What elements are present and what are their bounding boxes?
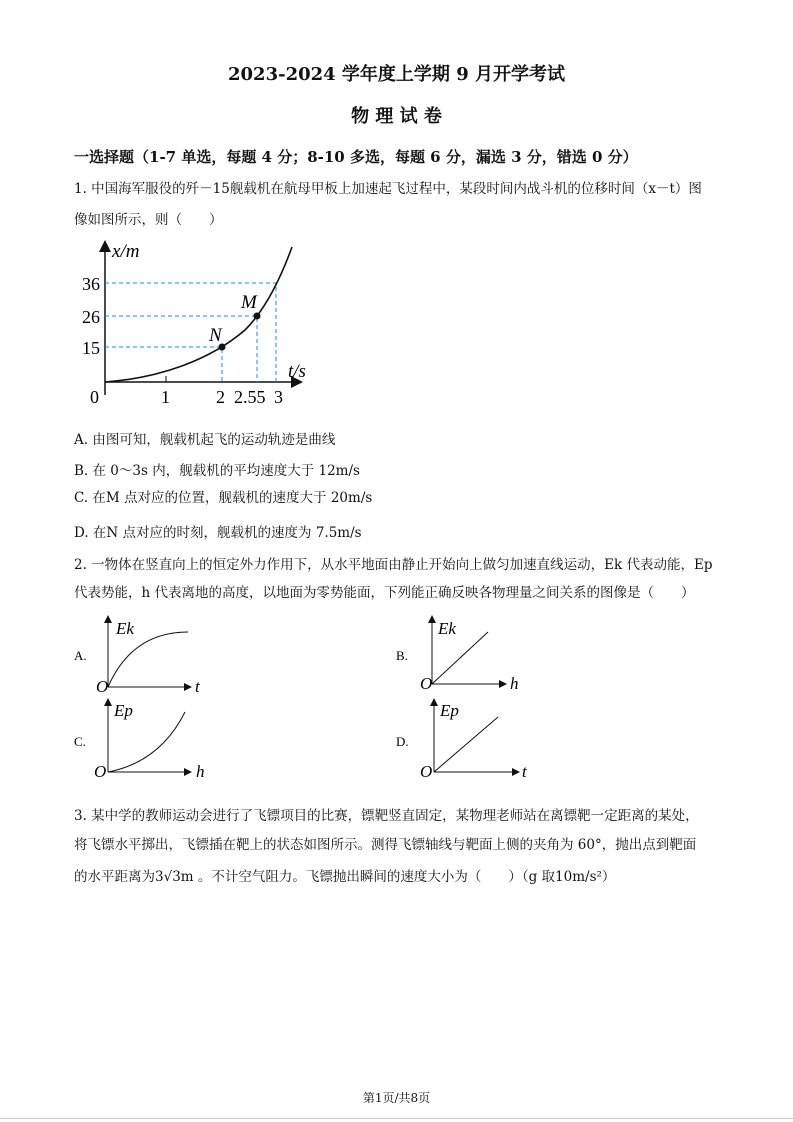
exam-subtitle: 物 理 试 卷 [351,106,442,127]
n-label: N [209,325,222,346]
page-divider [0,1118,793,1119]
q1-option-d[interactable]: D. 在N 点对应的时刻，舰载机的速度为 7.5m/s [74,525,362,541]
graph-option-a[interactable] [74,617,201,696]
q1-option-c[interactable]: C. 在M 点对应的位置，舰载机的速度大于 20m/s [74,490,373,506]
x-axis-label: h [510,674,519,693]
x-tick: 3 [274,387,283,407]
y-axis-label: Ep [114,701,133,720]
point-m [254,313,261,320]
q2-graphs [70,612,730,792]
q3-text: 将飞镖水平掷出，飞镖插在靶上的状态如图所示。测得飞镖轴线与靶面上侧的夹角为 60°，抛出点到靶面 [74,837,697,853]
x-tick: 2 [216,387,225,407]
q1-text: 1. 中国海军服役的歼－15舰载机在航母甲板上加速起飞过程中，某段时间内战斗机的位移时间（x－t）图 [74,181,702,197]
exam-title: 2023-2024 学年度上学期 9 月开学考试 [228,64,565,85]
x-tick: 1 [161,387,170,407]
origin-label: 0 [90,387,99,407]
graph-option-c[interactable] [74,700,205,781]
option-label: A. [74,648,87,663]
q3-text: 3. 某中学的教师运动会进行了飞镖项目的比赛，镖靶竖直固定，某物理老师站在离镖靶一定距离的某处， [74,808,699,824]
y-axis-label: Ep [440,701,459,720]
x-tick: 2.55 [234,387,266,407]
m-label: M [241,292,257,313]
origin-label: O [96,677,109,696]
origin-label: O [420,762,433,781]
origin-label: O [420,674,433,693]
section-heading: 一选择题（1-7 单选，每题 4 分；8-10 多选，每题 6 分，漏选 3 分，错选 0 分） [74,148,638,166]
graph-option-b[interactable] [396,617,519,693]
xt-curve [105,247,292,382]
x-axis-label: t/s [288,361,306,382]
graph-option-d[interactable] [396,700,528,781]
option-label: B. [396,648,408,663]
y-tick: 36 [82,274,100,294]
x-axis-label: t [522,762,527,781]
q2-text: 代表势能，h 代表离地的高度，以地面为零势能面，下列能正确反映各物理量之间关系的图像是（ ） [74,585,695,601]
q1-text: 像如图所示，则（ ） [74,212,223,228]
xt-graph [70,235,330,415]
x-axis-label: t [195,677,200,696]
y-axis-label: x/m [112,241,140,262]
option-label: D. [396,734,409,749]
q1-option-a[interactable]: A. 由图可知，舰载机起飞的运动轨迹是曲线 [74,432,336,448]
origin-label: O [94,762,107,781]
x-axis-label: h [196,762,205,781]
q2-text: 2. 一物体在竖直向上的恒定外力作用下，从水平地面由静止开始向上做匀加速直线运动，Ek 代表动能，Ep [74,557,713,573]
y-tick: 15 [82,338,100,358]
y-axis-label: Ek [116,619,134,638]
option-label: C. [74,734,86,749]
y-axis-label: Ek [438,619,456,638]
q3-text: 的水平距离为3√3m 。不计空气阻力。飞镖抛出瞬间的速度大小为（ ）（g 取10m/s²） [74,869,616,885]
y-tick: 26 [82,307,100,327]
page-footer: 第1页/共8页 [362,1091,431,1105]
q1-option-b[interactable]: B. 在 0～3s 内，舰载机的平均速度大于 12m/s [74,463,360,479]
